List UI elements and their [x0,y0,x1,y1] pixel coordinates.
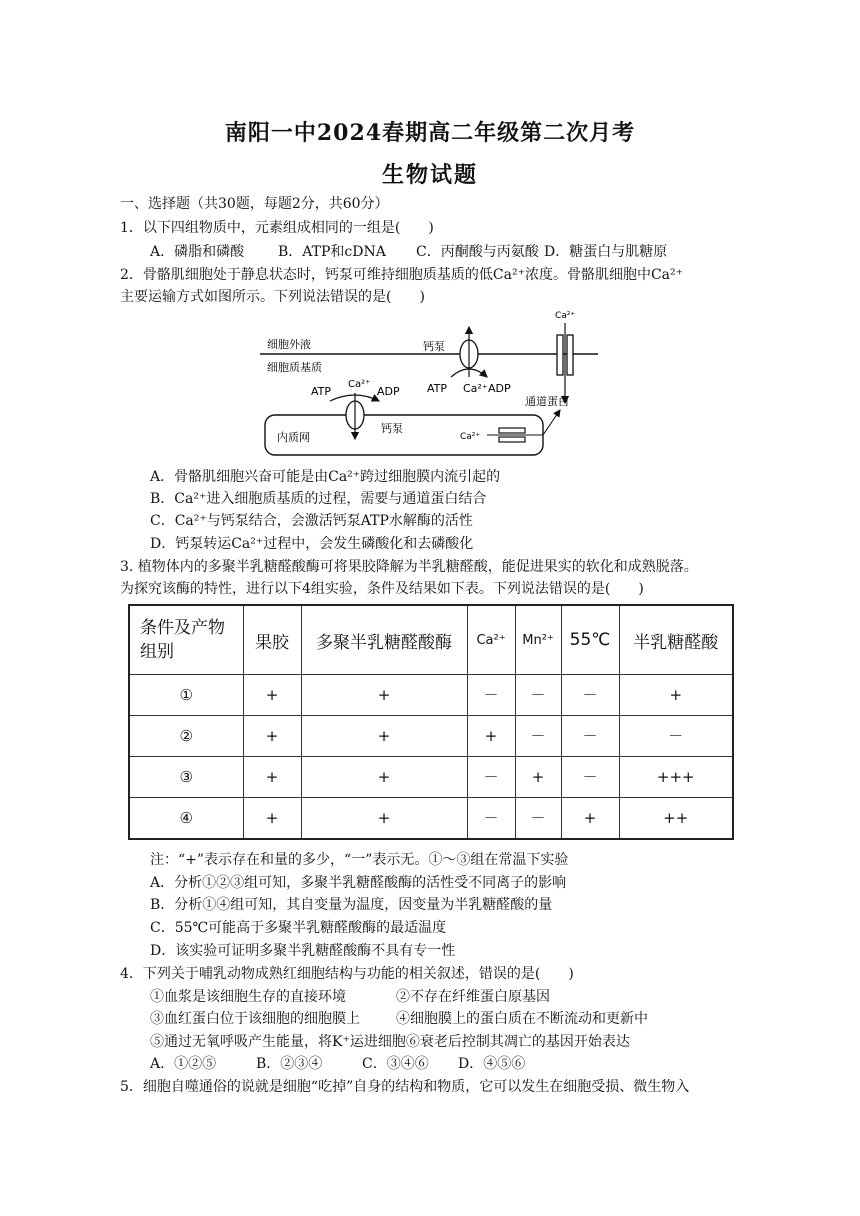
table-cell: － [515,715,561,756]
table-cell: － [515,675,561,716]
q4-option-a: A．①②⑤ [150,1056,217,1072]
q3-option-d: D．该实验可证明多聚半乳糖醛酸酶不具有专一性 [150,943,456,959]
q1-stem: 1．以下四组物质中，元素组成相同的一组是( ) [120,220,434,236]
table-group-label: ② [129,715,243,756]
q4-statement-2: ②不存在纤维蛋白原基因 [396,989,550,1005]
table-cell: + [301,675,467,716]
table-corner-cell [129,605,243,675]
table-cell: + [561,797,619,839]
table-cell: － [619,715,733,756]
q2-stem-line2: 主要运输方式如图所示。下列说法错误的是( ) [120,289,425,305]
label-adp-membrane: ADP [488,382,511,395]
q3-option-c: C．55℃可能高于多聚半乳糖醛酸酶的最适温度 [150,920,447,936]
table-header: Ca²⁺ [467,605,515,675]
label-ca-outside: Ca²⁺ [555,311,576,321]
label-atp-er: ATP [311,385,332,398]
corner-label-conditions: 条件及产物 [140,618,225,638]
table-cell: － [467,756,515,797]
q4-option-d: D．④⑤⑥ [458,1056,526,1072]
q2-option-c: C．Ca²⁺与钙泵结合，会激活钙泵ATP水解酶的活性 [150,513,473,529]
table-cell: － [561,756,619,797]
table-cell: +++ [619,756,733,797]
q2-option-b: B．Ca²⁺进入细胞质基质的过程，需要与通道蛋白结合 [150,491,487,507]
table-cell: + [243,756,301,797]
q1-options [150,243,667,261]
q3-stem-line1: 3. 植物体内的多聚半乳糖醛酸酶可将果胶降解为半乳糖醛酸，能促进果实的软化和成熟脱落。 [120,559,698,575]
label-ca-er-channel: Ca²⁺ [460,432,481,442]
table-header: 多聚半乳糖醛酸酶 [301,605,467,675]
q1-option-a: A．磷脂和磷酸 [150,244,245,260]
label-channel-protein: 通道蛋白 [525,395,569,408]
table-cell: + [243,715,301,756]
table-cell: + [467,715,515,756]
q4-statement-5-6: ⑤通过无氧呼吸产生能量，将K⁺运进细胞⑥衰老后控制其凋亡的基因开始表达 [150,1034,630,1050]
label-ca-membrane: Ca²⁺ [463,382,488,395]
table-cell: － [561,715,619,756]
table-cell: ++ [619,797,733,839]
q2-stem-line1: 2．骨骼肌细胞处于静息状态时，钙泵可维持细胞质基质的低Ca²⁺浓度。骨骼肌细胞中Ca²⁺ [120,267,684,283]
table-row [129,715,733,756]
table-header: 果胶 [243,605,301,675]
table-row [129,675,733,716]
exam-subtitle: 生物试题 [381,162,478,188]
label-adp-er: ADP [377,385,400,398]
exam-title: 南阳一中2024春期高二年级第二次月考 [224,120,636,146]
corner-label-group: 组别 [140,642,174,662]
table-cell: － [515,797,561,839]
q1-option-c: C．丙酮酸与丙氨酸 [416,244,539,260]
label-extracellular: 细胞外液 [267,338,311,351]
table-header: 55℃ [561,605,619,675]
table-cell: + [301,797,467,839]
q4-option-c: C．③④⑥ [362,1056,429,1072]
q4-statement-3: ③血红蛋白位于该细胞的细胞膜上 [150,1011,360,1027]
table-header: Mn²⁺ [515,605,561,675]
channel-protein-er [499,428,525,433]
q5-stem: 5．细胞自噬通俗的说就是细胞“吃掉”自身的结构和物质，它可以发生在细胞受损、微生物入 [120,1079,690,1095]
q4-option-b: B．②③④ [256,1056,323,1072]
q4-statement-1: ①血浆是该细胞生存的直接环境 [150,989,346,1005]
label-pump-membrane: 钙泵 [423,340,445,353]
q1-option-b: B．ATP和cDNA [278,244,386,260]
label-ca-er: Ca²⁺ [348,379,371,390]
channel-protein-membrane [557,335,563,375]
table-cell: + [515,756,561,797]
table-cell: + [243,675,301,716]
table-cell: + [301,715,467,756]
table-cell: + [243,797,301,839]
q4-statement-4: ④细胞膜上的蛋白质在不断流动和更新中 [396,1011,648,1027]
table-header-row [129,605,733,675]
q2-option-a: A．骨骼肌细胞兴奋可能是由Ca²⁺跨过细胞膜内流引起的 [150,469,501,485]
table-group-label: ④ [129,797,243,839]
calcium-transport-diagram [255,305,605,460]
experiment-table [128,604,734,840]
q3-stem-line2: 为探究该酶的特性，进行以下4组实验，条件及结果如下表。下列说法错误的是( ) [120,581,644,597]
table-group-label: ① [129,675,243,716]
q3-option-b: B．分析①④组可知，其自变量为温度，因变量为半乳糖醛酸的量 [150,897,553,913]
table-cell: + [301,756,467,797]
table-row [129,797,733,839]
table-row [129,756,733,797]
section-heading: 一、选择题（共30题，每题2分，共60分） [120,196,389,212]
q1-option-d: D．糖蛋白与肌糖原 [544,244,668,260]
table-cell: － [467,675,515,716]
q4-options [150,1055,525,1073]
table-group-label: ③ [129,756,243,797]
table-cell: － [467,797,515,839]
table-header: 半乳糖醛酸 [619,605,733,675]
q3-note: 注：“+”表示存在和量的多少，“一”表示无。①～③组在常温下实验 [150,852,569,868]
q3-option-a: A．分析①②③组可知，多聚半乳糖醛酸酶的活性受不同离子的影响 [150,875,567,891]
q4-stem: 4．下列关于哺乳动物成熟红细胞结构与功能的相关叙述，错误的是( ) [120,966,574,982]
q2-option-d: D．钙泵转运Ca²⁺过程中，会发生磷酸化和去磷酸化 [150,536,474,552]
table-cell: － [561,675,619,716]
label-cytoplasm: 细胞质基质 [267,361,322,374]
table-cell: + [619,675,733,716]
label-pump-er: 钙泵 [381,422,403,435]
label-atp-membrane: ATP [427,382,448,395]
label-er: 内质网 [277,431,310,444]
